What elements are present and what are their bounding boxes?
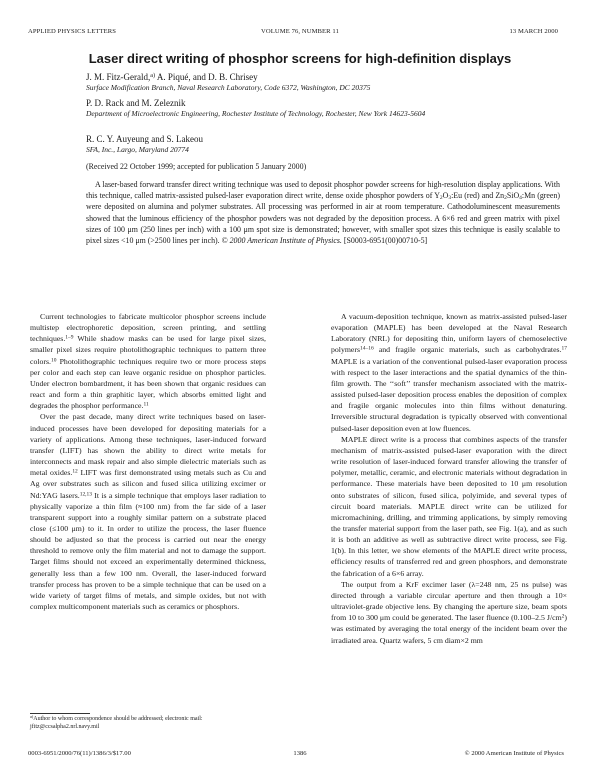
body-column-left	[30, 311, 266, 612]
doi-code: [S0003-6951(00)00710-5]	[341, 236, 428, 246]
issue-date: 13 MARCH 2000	[509, 28, 558, 35]
received-dates: (Received 22 October 1999; accepted for publication 5 January 2000)	[86, 162, 307, 171]
author-affiliation: SFA, Inc., Largo, Maryland 20774	[86, 145, 189, 154]
footer-copyright: © 2000 American Institute of Physics	[464, 750, 564, 757]
footnote: $^{a)}$Author to whom correspondence should be addressed; electronic mail: jfitz@ccsalpha2.nrl.navy.mil	[30, 714, 203, 730]
journal-name: APPLIED PHYSICS LETTERS	[28, 28, 117, 35]
footnote-mark: a)	[150, 72, 156, 80]
paper-title: Laser direct writing of phosphor screens for high-definition displays	[88, 51, 512, 66]
paragraph: MAPLE direct write is a process that combines aspects of the transfer mechanism of matrix-assisted pulsed-laser evaporation with the direct write resolution of laser-induced forward transfer allowing the transfer of polymer, metallic, ceramic, and electronic materials without degradation in performance. These materials have been deposited to 10 μm resolution onto substrates of silicon, fused silica, polyimide, and several types of circuit board materials. MAPLE direct write can be utilized for micromachining, drilling, and trimming applications, by simply removing the transfer material support from the laser path, see Fig. 1(a), and as such it is both an additive as well as subtractive direct write process, see Fig. 1(b). In this letter, we show elements of the MAPLE direct write process, efficiency results of transferred red and green phosphors, and demonstrate the fabrication of a 6×6 array.	[331, 434, 567, 578]
paragraph: Over the past decade, many direct write techniques based on laser-induced processes have been developed for depositing materials for a variety of applications. Among these techniques, laser-induced forward transfer (LIFT) has shown the ability to direct write metals for interconnects and mask repair and also simple dielectric materials such as metal oxides.$^{12}$ LIFT was first demonstrated using metals such as Cu and Ag over substrates such as silicon and fused silica utilizing excimer or Nd:YAG lasers.$^{12,13}$ It is a simple technique that employs laser radiation to physically vaporize a thin film (≈100 nm) from the far side of a laser transparent support into a roughly similar pattern on a substrate placed close (≤100 μm) to it. In order to utilize the process, the laser fluence should be adjusted so that the process is carried out near the energy threshold to remove only the film material and not to damage the support. Target films should not exceed an experimentally determined thickness, generally less than a few 100 nm. Overall, the laser-induced forward transfer process has proven to be a simple technique that can be used on a wide variety of target films of metals, and simple oxides, but not with complex multicomponent materials such as ceramics or phosphors.	[30, 412, 267, 612]
copyright-notice: © 2000 American Institute of Physics.	[221, 236, 342, 246]
paragraph: A vacuum-deposition technique, known as matrix-assisted pulsed-laser evaporation (MAPLE) has been developed at the Naval Research Laboratory (NRL) for depositing thin, uniform layers of chemoselective polymers$^{14-16}$ and fragile organic materials, such as carbohydrates.$^{17}$ MAPLE is a variation of the conventional pulsed-laser evaporation process with respect to the laser interactions and the spatial dynamics of the thin-film growth. The ‘‘soft’’ transfer mechanism associated with the matrix-assisted pulsed-laser deposition process enables the deposition of complex and fragile organic molecules into thin films without denaturing. Irreversible structural degradation is typically observed with conventional pulsed-laser deposition even at low fluences.	[331, 312, 567, 433]
author-names: P. D. Rack and M. Zeleznik	[86, 98, 186, 108]
article-code: 0003-6951/2000/76(11)/1386/3/$17.00	[28, 750, 131, 757]
author-names: R. C. Y. Auyeung and S. Lakeou	[86, 134, 203, 144]
paragraph: Current technologies to fabricate multicolor phosphor screens include multistep electrophoretic deposition, screen printing, and settling techniques.$^{1-9}$ While shadow masks can be used for large pixel sizes, smaller pixel sizes require photolithographic techniques to pattern three colors.$^{10}$ Photolithographic techniques require two or more process steps per color and each step can leave organic residue on phosphor particles. Under electron bombardment, it has been shown that organic residues can react and form a thin graphitic layer, which absorbs emitted light and degrades the phosphor performance.$^{11}$	[30, 312, 266, 411]
author-affiliation: Surface Modification Branch, Naval Research Laboratory, Code 6372, Washington, DC 20375	[86, 83, 371, 92]
abstract: A laser-based forward transfer direct writing technique was used to deposit phosphor powder screens for high-resolution display applications. With this technique, called matrix-assisted pulsed-laser evaporation direct write, dense oxide phosphor powders of $Y_2O_3:Eu$ (red) and $Zn_2SiO_4:Mn$ (green) were deposited on alumina and polymer substrates. All processing was performed in air at room temperature. Cathodoluminescent measurements showed that the luminous efficiency of the phosphor powders was not degraded by the deposition process. A 6×6 red and green matrix with pixel sizes of 100 μm (250 lines per inch) with a 100 μm spot size is demonstrated; however, with smaller spot sizes this technique is easily scalable to pixel sizes <10 μm (>2500 lines per inch). © 2000 American Institute of Physics. [S0003-6951(00)00710-5]	[86, 180, 561, 246]
volume-number: VOLUME 76, NUMBER 11	[261, 28, 339, 35]
footnote-divider	[30, 713, 90, 714]
page-number: 1386	[293, 750, 307, 757]
author-group-1	[86, 72, 576, 93]
paragraph: The output from a KrF excimer laser (λ=248 nm, 25 ns pulse) was directed through a variable circular aperture and then through a 10× ultraviolet-grade objective lens. By changing the aperture size, beam spots from 10 to 300 μm could be generated. The laser fluence (0.100–2.5 $J/cm^2$) was estimated by averaging the total energy of the incident beam over the irradiated area. Quartz wafers, 5 cm diam×2 mm	[331, 579, 567, 645]
author-group-3	[86, 134, 576, 155]
body-column-right	[331, 311, 567, 646]
author-group-2	[86, 98, 576, 119]
author-affiliation: Department of Microelectronic Engineering, Rochester Institute of Technology, Rochester, New York 14623-5604	[86, 109, 426, 118]
author-names: J. M. Fitz-Gerald,$^{a)}$ A. Piqué, and D. B. Chrisey	[86, 72, 258, 82]
